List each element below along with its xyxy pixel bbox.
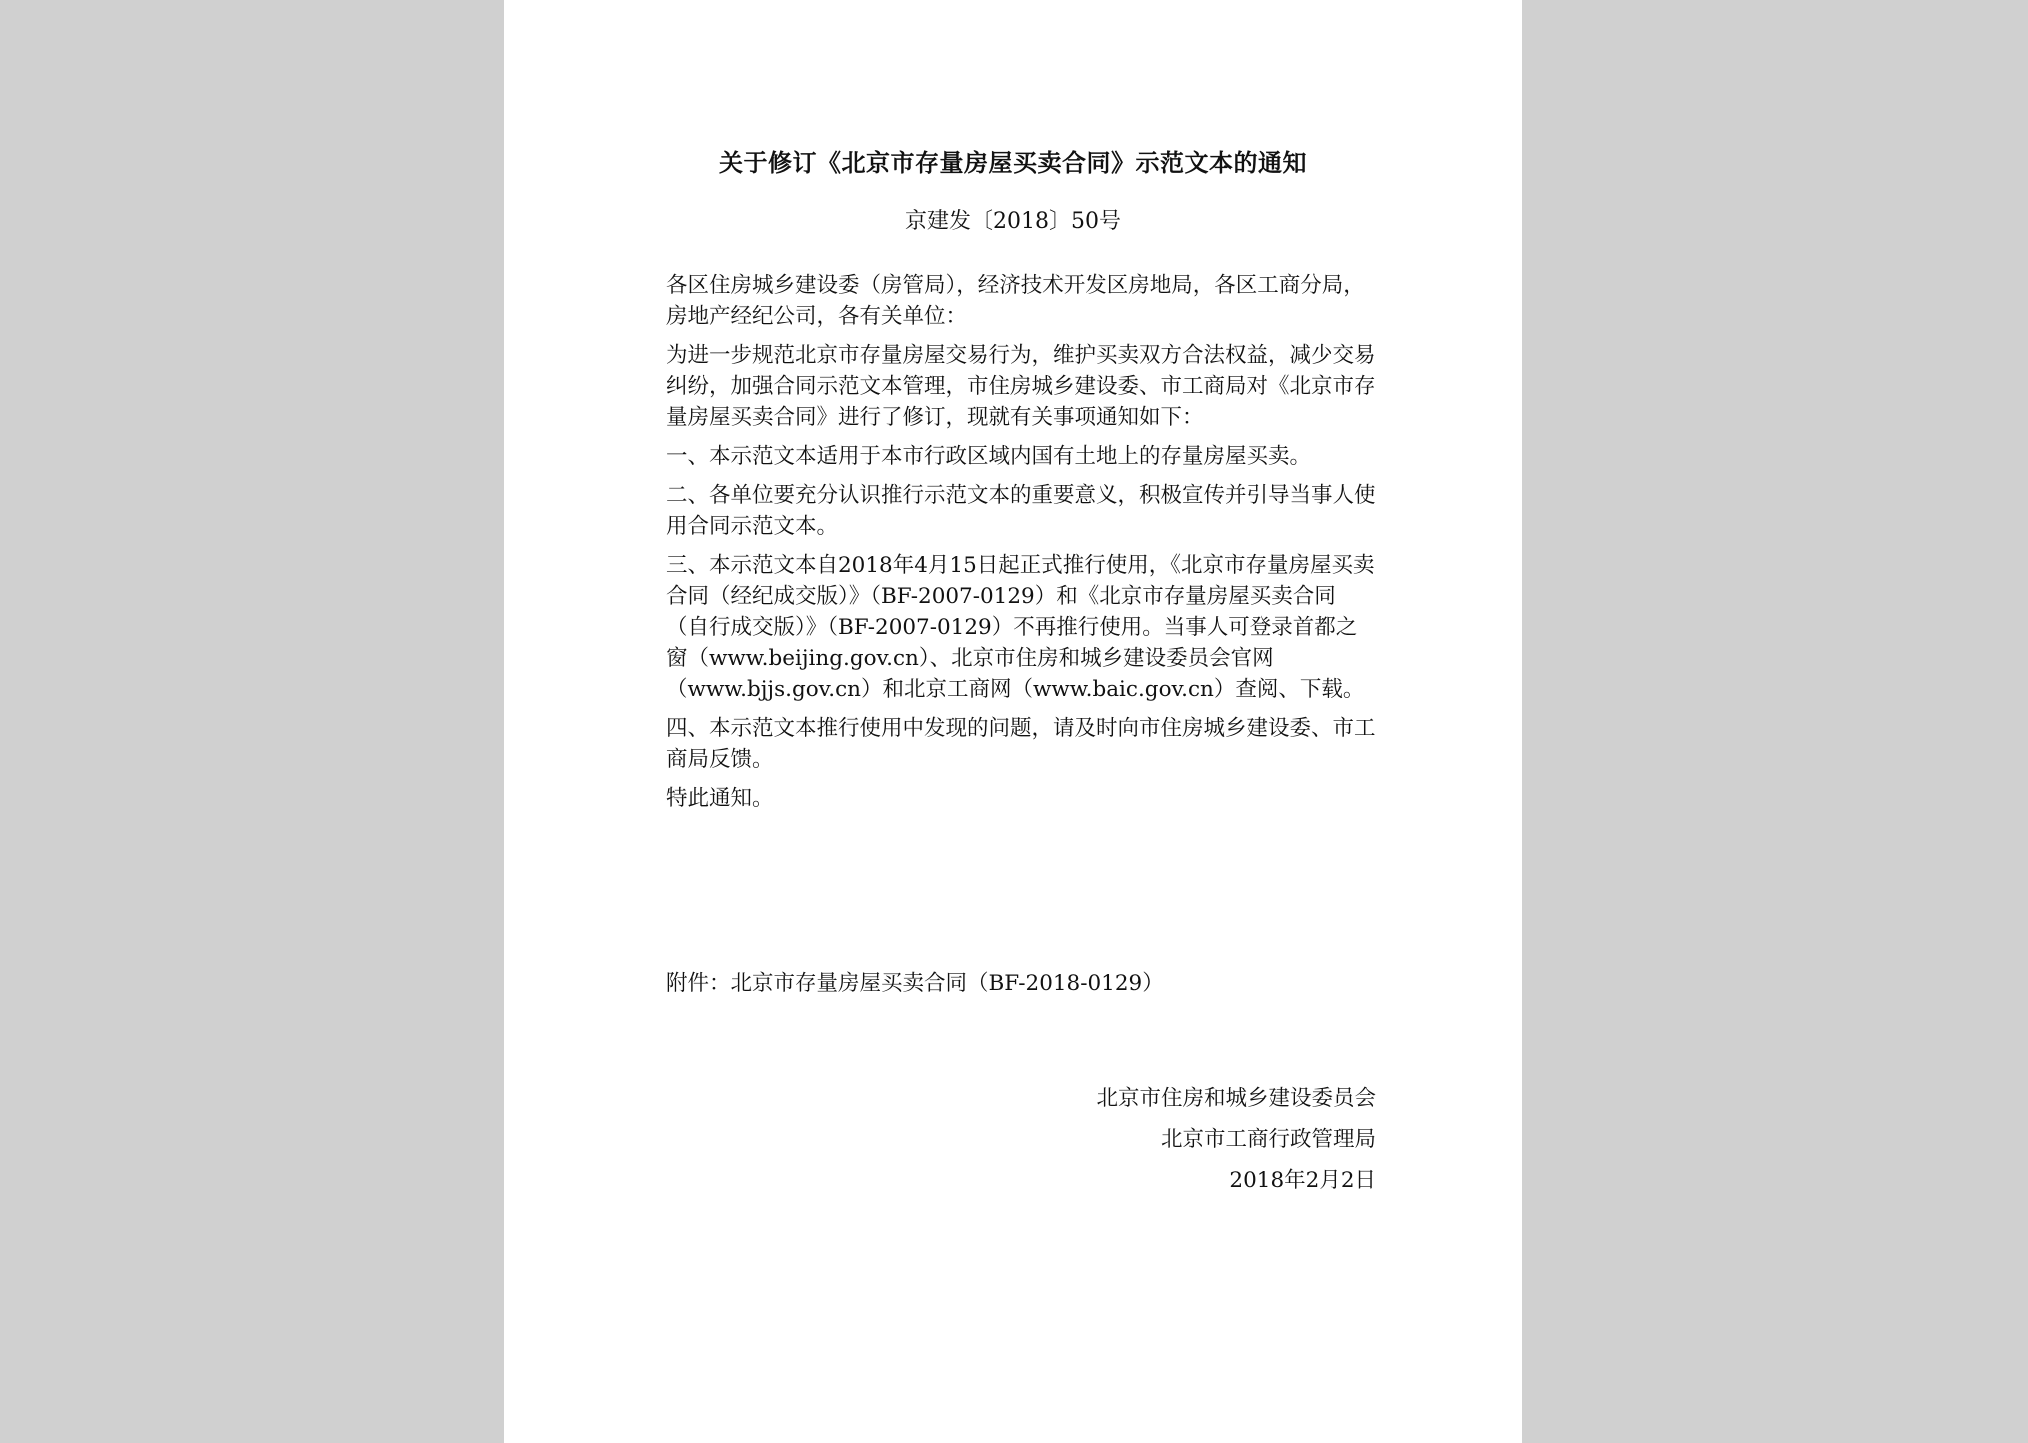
signature-date: 2018年2月2日 — [1229, 1168, 1376, 1193]
intro-paragraph: 为进一步规范北京市存量房屋交易行为，维护买卖双方合法权益，减少交易纠纷，加强合同示范文本管理，市住房城乡建设委、市工商局对《北京市存量房屋买卖合同》进行了修订，现就有关事项通知如下： — [666, 343, 1376, 430]
signature-org-2: 北京市工商行政管理局 — [1160, 1127, 1376, 1152]
signature-block — [1096, 1078, 1376, 1201]
item-3-paragraph: 三、本示范文本自2018年4月15日起正式推行使用，《北京市存量房屋买卖合同（经纪成交版）》（BF-2007-0129）和《北京市存量房屋买卖合同（自行成交版）》（BF-2007-0129）不再推行使用。当事人可登录首都之窗（www.beijing.gov.cn）、北京市住房和城乡建设委员会官网（www.bjjs.gov.cn）和北京工商网（www.baic.gov.cn）查阅、下载。 — [666, 553, 1375, 702]
item-4-paragraph: 四、本示范文本推行使用中发现的问题，请及时向市住房城乡建设委、市工商局反馈。 — [666, 716, 1376, 772]
item-2-paragraph: 二、各单位要充分认识推行示范文本的重要意义，积极宣传并引导当事人使用合同示范文本。 — [666, 483, 1376, 539]
addressee-paragraph: 各区住房城乡建设委（房管局），经济技术开发区房地局，各区工商分局，房地产经纪公司，各有关单位： — [666, 273, 1365, 329]
signature-org-1: 北京市住房和城乡建设委员会 — [1096, 1086, 1376, 1111]
document-body — [666, 270, 1376, 822]
document-title: 关于修订《北京市存量房屋买卖合同》示范文本的通知 — [719, 148, 1307, 177]
attachment-line: 附件：北京市存量房屋买卖合同（BF-2018-0129） — [666, 971, 1164, 996]
document-number: 京建发〔2018〕50号 — [905, 209, 1121, 234]
item-1-paragraph: 一、本示范文本适用于本市行政区域内国有土地上的存量房屋买卖。 — [666, 444, 1312, 469]
closing-paragraph: 特此通知。 — [666, 786, 774, 811]
document-page — [504, 0, 1522, 1443]
